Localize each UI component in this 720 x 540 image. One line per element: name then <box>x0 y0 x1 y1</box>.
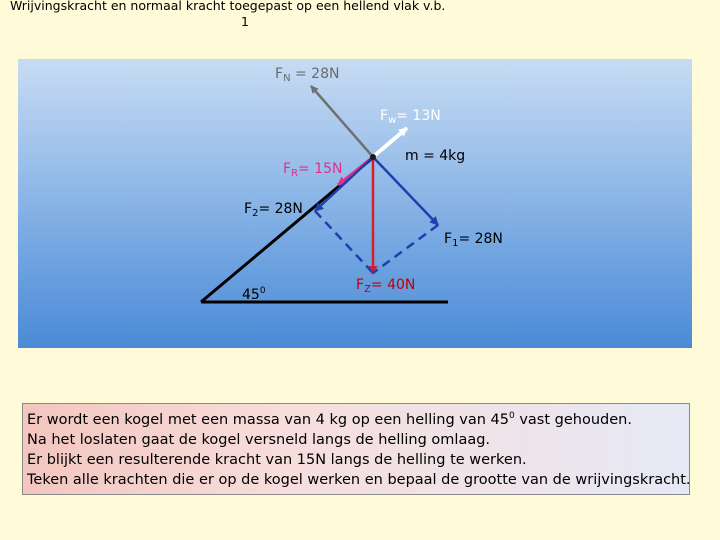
label-fn: $F_N = 28N$ <box>275 66 340 84</box>
f1-component-arrow <box>373 157 438 225</box>
normal-force-arrow <box>311 86 373 157</box>
problem-line-3: Er blijkt een resulterende kracht van 15N langs de helling te werken. <box>27 452 527 468</box>
problem-text-box <box>22 403 690 495</box>
ball <box>370 154 376 160</box>
dashed-helper-right <box>373 225 438 273</box>
label-f1: $F_1= 28N$ <box>444 231 503 249</box>
title-line-2: 1 <box>241 14 249 29</box>
incline-diagram-panel <box>18 59 692 348</box>
label-angle: $45^0$ <box>242 286 266 303</box>
label-f2: $F_2= 28N$ <box>244 201 303 219</box>
label-mass: m = 4kg <box>405 148 466 164</box>
force-diagram <box>18 59 692 348</box>
label-fz: $F_Z= 40N$ <box>356 277 416 295</box>
friction-force-arrow <box>373 128 407 157</box>
slide-title <box>10 0 480 30</box>
problem-line-4: Teken alle krachten die er op de kogel werken en bepaal de grootte van de wrijvingskracht. <box>27 472 691 488</box>
problem-line-1: Er wordt een kogel met een massa van 4 kg op een helling van $45^0$ vast gehouden. <box>27 411 632 428</box>
dashed-helper-left <box>315 211 373 273</box>
label-fr: $F_R= 15N$ <box>283 161 343 179</box>
title-line-1: Wrijvingskracht en normaal kracht toegepast op een hellend vlak v.b. <box>10 0 446 13</box>
label-fw: $F_w= 13N$ <box>380 108 441 126</box>
problem-line-2: Na het loslaten gaat de kogel versneld langs de helling omlaag. <box>27 432 491 448</box>
